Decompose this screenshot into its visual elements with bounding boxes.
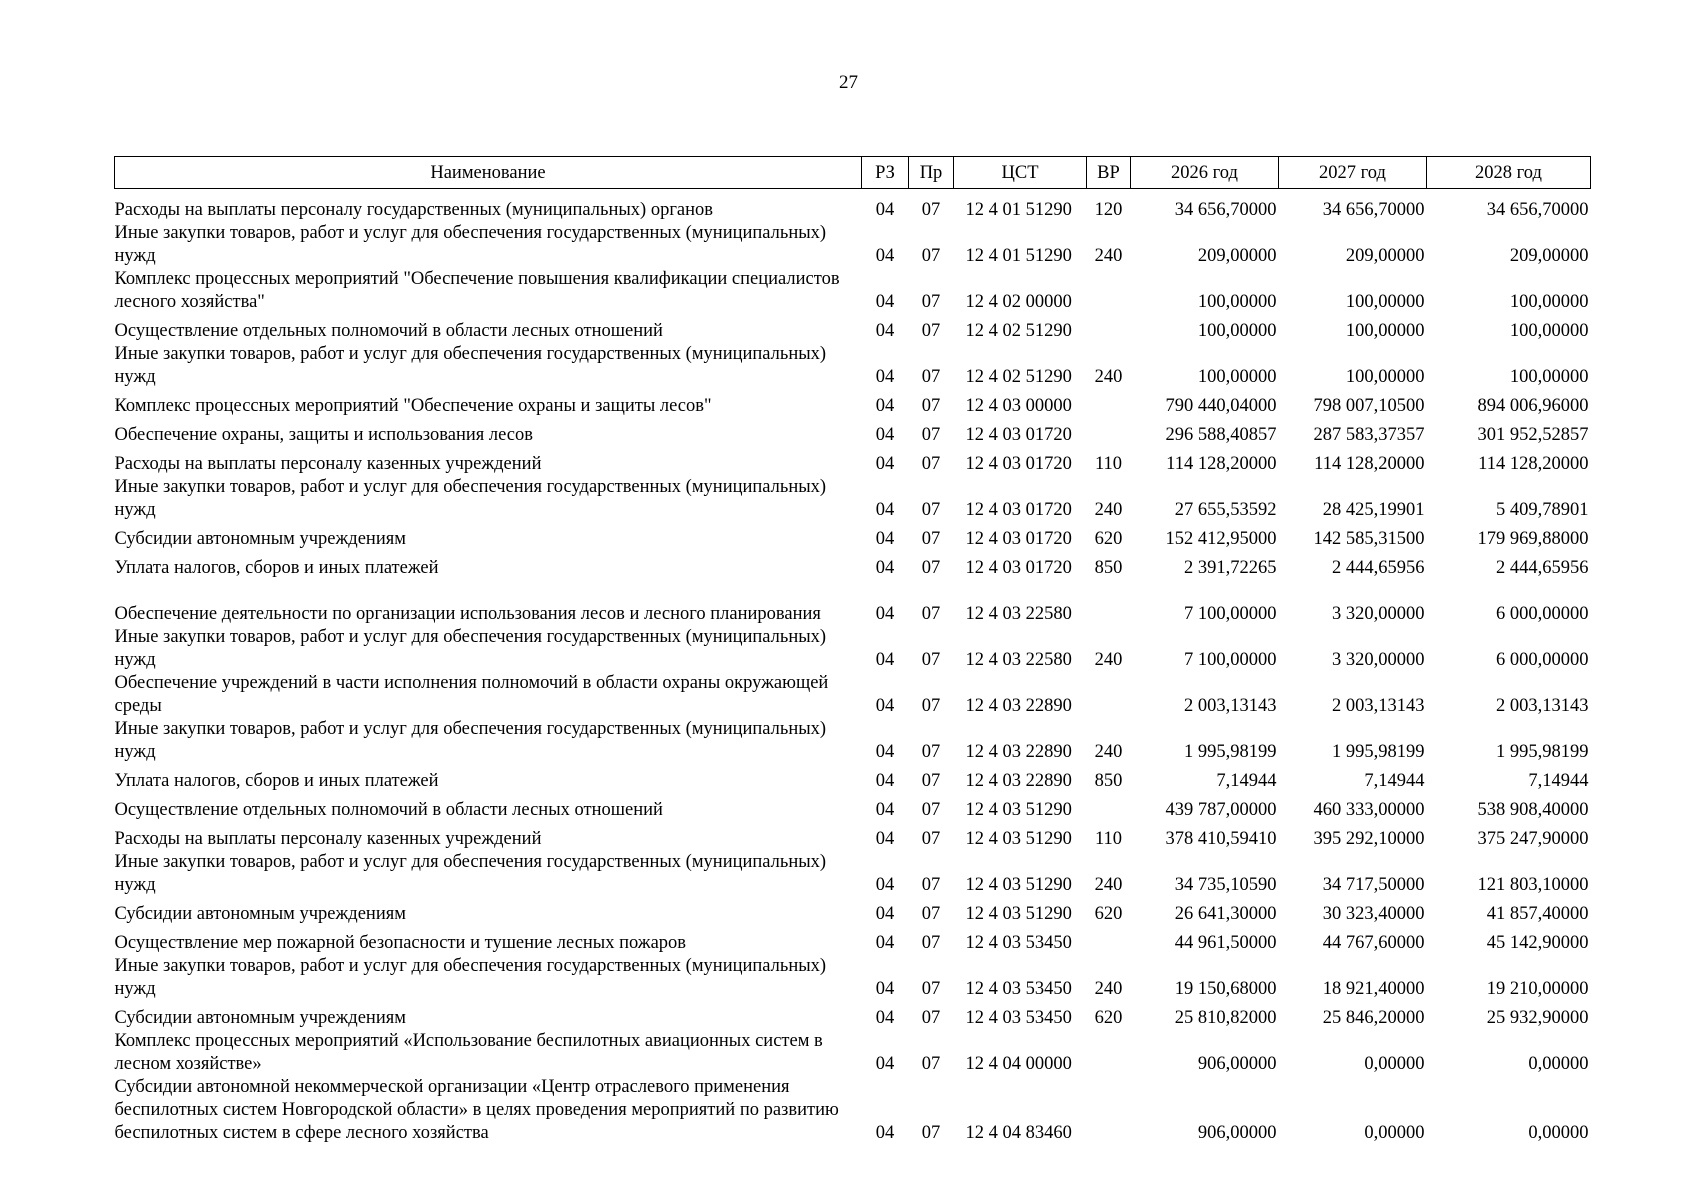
row-pr: 07: [921, 800, 941, 820]
row-name: Иные закупки товаров, работ и услуг для обеспечения государственных (муниципальных) нужд: [114, 852, 827, 895]
row-pr: 07: [921, 1123, 941, 1143]
row-rz: 04: [875, 454, 895, 474]
row-value-2028: 2 003,13143: [1496, 696, 1589, 716]
row-cst: 12 4 03 01720: [965, 454, 1072, 474]
table-row: [115, 551, 1591, 580]
row-value-2028: 894 006,96000: [1477, 396, 1589, 416]
row-rz: 04: [875, 1054, 895, 1074]
row-rz: 04: [875, 875, 895, 895]
row-value-2027: 287 583,37357: [1313, 425, 1425, 445]
row-name: Обеспечение охраны, защиты и использования лесов: [114, 425, 533, 445]
row-vr: 620: [1094, 1008, 1123, 1028]
row-pr: 07: [921, 425, 941, 445]
row-value-2027: 100,00000: [1345, 321, 1425, 341]
row-vr: [1087, 672, 1131, 718]
row-cst: 12 4 03 51290: [965, 904, 1072, 924]
row-vr: 240: [1094, 650, 1123, 670]
row-vr: [1087, 1030, 1131, 1076]
row-cst: 12 4 03 22580: [965, 604, 1072, 624]
row-name: Субсидии автономным учреждениям: [114, 529, 406, 549]
row-value-2026: 25 810,82000: [1174, 1008, 1277, 1028]
table-row: [115, 476, 1591, 522]
row-value-2028: 6 000,00000: [1496, 650, 1589, 670]
header-name: Наименование: [115, 157, 862, 189]
row-value-2026: 19 150,68000: [1174, 979, 1277, 999]
row-rz: 04: [875, 1123, 895, 1143]
row-rz: 04: [875, 604, 895, 624]
table-row: [115, 926, 1591, 955]
row-value-2027: 30 323,40000: [1322, 904, 1425, 924]
row-cst: 12 4 03 01720: [965, 558, 1072, 578]
header-vr: ВР: [1087, 157, 1131, 189]
row-vr: 110: [1094, 454, 1123, 474]
row-value-2027: 142 585,31500: [1313, 529, 1425, 549]
row-cst: 12 4 03 51290: [965, 875, 1072, 895]
table-row: [115, 343, 1591, 389]
row-value-2026: 100,00000: [1197, 292, 1277, 312]
table-row: [115, 189, 1591, 223]
row-rz: 04: [875, 650, 895, 670]
row-value-2026: 209,00000: [1197, 246, 1277, 266]
table-row: [115, 418, 1591, 447]
row-vr: 240: [1094, 742, 1123, 762]
row-vr: [1087, 268, 1131, 314]
row-rz: 04: [875, 425, 895, 445]
row-vr: 240: [1094, 875, 1123, 895]
row-name: Обеспечение деятельности по организации использования лесов и лесного планирования: [114, 604, 821, 624]
row-name: Субсидии автономной некоммерческой организации «Центр отраслевого применения беспилотных систем Новгородской области» в целях проведения мероприятий по развитию беспилотных систем в сфере лесного хозяйства: [114, 1077, 839, 1143]
row-value-2027: 34 656,70000: [1322, 200, 1425, 220]
row-cst: 12 4 03 22890: [965, 696, 1072, 716]
row-value-2026: 790 440,04000: [1165, 396, 1277, 416]
row-vr: 850: [1094, 558, 1123, 578]
row-vr: [1087, 389, 1131, 418]
row-value-2027: 44 767,60000: [1322, 933, 1425, 953]
row-pr: 07: [921, 742, 941, 762]
row-value-2028: 6 000,00000: [1496, 604, 1589, 624]
row-cst: 12 4 03 00000: [965, 396, 1072, 416]
row-value-2027: 34 717,50000: [1322, 875, 1425, 895]
row-vr: [1087, 926, 1131, 955]
row-value-2026: 2 391,72265: [1184, 558, 1277, 578]
row-name: Комплекс процессных мероприятий "Обеспечение повышения квалификации специалистов лесного хозяйства": [114, 269, 840, 312]
row-pr: 07: [921, 875, 941, 895]
row-pr: 07: [921, 1008, 941, 1028]
row-rz: 04: [875, 771, 895, 791]
row-vr: [1087, 418, 1131, 447]
row-value-2028: 114 128,20000: [1478, 454, 1589, 474]
row-value-2027: 28 425,19901: [1322, 500, 1425, 520]
row-value-2028: 7,14944: [1528, 771, 1589, 791]
row-rz: 04: [875, 904, 895, 924]
row-rz: 04: [875, 829, 895, 849]
table-row: [115, 1076, 1591, 1145]
row-name: Расходы на выплаты персоналу казенных учреждений: [114, 454, 542, 474]
row-name: Уплата налогов, сборов и иных платежей: [114, 771, 439, 791]
row-value-2027: 395 292,10000: [1313, 829, 1425, 849]
table-row: [115, 822, 1591, 851]
row-pr: 07: [921, 367, 941, 387]
row-value-2026: 34 656,70000: [1174, 200, 1277, 220]
row-name: Иные закупки товаров, работ и услуг для обеспечения государственных (муниципальных) нужд: [114, 344, 827, 387]
row-name: Расходы на выплаты персоналу казенных учреждений: [114, 829, 542, 849]
row-value-2028: 375 247,90000: [1477, 829, 1589, 849]
row-value-2026: 906,00000: [1197, 1123, 1277, 1143]
row-name: Расходы на выплаты персоналу государственных (муниципальных) органов: [114, 200, 714, 220]
row-cst: 12 4 03 51290: [965, 800, 1072, 820]
table-row: [115, 314, 1591, 343]
row-name: Уплата налогов, сборов и иных платежей: [114, 558, 439, 578]
row-name: Субсидии автономным учреждениям: [114, 1008, 406, 1028]
table-header: [115, 157, 1591, 189]
row-cst: 12 4 01 51290: [965, 200, 1072, 220]
row-value-2028: 2 444,65956: [1496, 558, 1589, 578]
table-row: [115, 268, 1591, 314]
row-value-2027: 0,00000: [1364, 1054, 1425, 1074]
row-value-2026: 296 588,40857: [1165, 425, 1277, 445]
row-cst: 12 4 03 53450: [965, 979, 1072, 999]
row-value-2027: 114 128,20000: [1314, 454, 1425, 474]
row-name: Обеспечение учреждений в части исполнения полномочий в области охраны окружающей среды: [114, 673, 829, 716]
row-pr: 07: [921, 246, 941, 266]
row-cst: 12 4 04 00000: [965, 1054, 1072, 1074]
table-row: [115, 718, 1591, 764]
row-value-2026: 378 410,59410: [1165, 829, 1277, 849]
header-cst: ЦСТ: [954, 157, 1087, 189]
row-value-2027: 18 921,40000: [1322, 979, 1425, 999]
row-value-2027: 2 003,13143: [1332, 696, 1425, 716]
row-name: Иные закупки товаров, работ и услуг для обеспечения государственных (муниципальных) нужд: [114, 719, 827, 762]
row-cst: 12 4 02 51290: [965, 321, 1072, 341]
row-name: Комплекс процессных мероприятий «Использование беспилотных авиационных систем в лесном хозяйстве»: [114, 1031, 823, 1074]
row-name: Иные закупки товаров, работ и услуг для обеспечения государственных (муниципальных) нужд: [114, 956, 827, 999]
row-vr: [1087, 793, 1131, 822]
table-row: [115, 580, 1591, 626]
row-name: Иные закупки товаров, работ и услуг для обеспечения государственных (муниципальных) нужд: [114, 477, 827, 520]
table-row: [115, 793, 1591, 822]
header-rz: РЗ: [862, 157, 909, 189]
row-value-2027: 209,00000: [1345, 246, 1425, 266]
row-value-2026: 27 655,53592: [1174, 500, 1277, 520]
row-pr: 07: [921, 1054, 941, 1074]
row-rz: 04: [875, 742, 895, 762]
row-rz: 04: [875, 500, 895, 520]
row-vr: [1087, 1076, 1131, 1145]
row-name: Иные закупки товаров, работ и услуг для обеспечения государственных (муниципальных) нужд: [114, 627, 827, 670]
row-vr: 110: [1094, 829, 1123, 849]
row-pr: 07: [921, 650, 941, 670]
header-2028: 2028 год: [1427, 157, 1591, 189]
row-name: Комплекс процессных мероприятий "Обеспечение охраны и защиты лесов": [114, 396, 712, 416]
table-row: [115, 626, 1591, 672]
table-row: [115, 522, 1591, 551]
row-pr: 07: [921, 933, 941, 953]
row-cst: 12 4 02 00000: [965, 292, 1072, 312]
row-pr: 07: [921, 529, 941, 549]
table-row: [115, 1001, 1591, 1030]
row-value-2028: 100,00000: [1509, 321, 1589, 341]
row-vr: 240: [1094, 500, 1123, 520]
row-value-2026: 7 100,00000: [1184, 604, 1277, 624]
row-rz: 04: [875, 396, 895, 416]
table-row: [115, 955, 1591, 1001]
row-cst: 12 4 03 53450: [965, 933, 1072, 953]
row-value-2027: 100,00000: [1345, 292, 1425, 312]
row-value-2028: 34 656,70000: [1486, 200, 1589, 220]
row-value-2026: 114 128,20000: [1166, 454, 1277, 474]
table-row: [115, 222, 1591, 268]
row-cst: 12 4 02 51290: [965, 367, 1072, 387]
row-value-2027: 100,00000: [1345, 367, 1425, 387]
row-cst: 12 4 03 01720: [965, 425, 1072, 445]
row-value-2026: 1 995,98199: [1184, 742, 1277, 762]
row-value-2028: 301 952,52857: [1477, 425, 1589, 445]
row-rz: 04: [875, 200, 895, 220]
row-cst: 12 4 03 51290: [965, 829, 1072, 849]
row-pr: 07: [921, 979, 941, 999]
row-vr: 240: [1094, 246, 1123, 266]
row-value-2026: 439 787,00000: [1165, 800, 1277, 820]
row-vr: 620: [1094, 529, 1123, 549]
row-cst: 12 4 03 53450: [965, 1008, 1072, 1028]
row-value-2028: 0,00000: [1528, 1054, 1589, 1074]
table-row: [115, 851, 1591, 897]
row-pr: 07: [921, 396, 941, 416]
header-2026: 2026 год: [1131, 157, 1279, 189]
row-value-2028: 45 142,90000: [1486, 933, 1589, 953]
row-value-2027: 25 846,20000: [1322, 1008, 1425, 1028]
row-name: Осуществление мер пожарной безопасности и тушение лесных пожаров: [114, 933, 687, 953]
row-value-2027: 1 995,98199: [1332, 742, 1425, 762]
row-value-2028: 5 409,78901: [1496, 500, 1589, 520]
table-row: [115, 1030, 1591, 1076]
row-cst: 12 4 04 83460: [965, 1123, 1072, 1143]
row-cst: 12 4 03 22580: [965, 650, 1072, 670]
row-pr: 07: [921, 321, 941, 341]
row-value-2026: 26 641,30000: [1174, 904, 1277, 924]
row-name: Иные закупки товаров, работ и услуг для обеспечения государственных (муниципальных) нужд: [114, 223, 827, 266]
row-cst: 12 4 03 01720: [965, 529, 1072, 549]
row-rz: 04: [875, 558, 895, 578]
row-rz: 04: [875, 1008, 895, 1028]
row-value-2026: 2 003,13143: [1184, 696, 1277, 716]
row-value-2027: 460 333,00000: [1313, 800, 1425, 820]
row-pr: 07: [921, 829, 941, 849]
row-pr: 07: [921, 696, 941, 716]
row-value-2028: 0,00000: [1528, 1123, 1589, 1143]
row-value-2026: 906,00000: [1197, 1054, 1277, 1074]
row-name: Осуществление отдельных полномочий в области лесных отношений: [114, 321, 663, 341]
row-vr: 240: [1094, 979, 1123, 999]
page-number: 27: [839, 72, 858, 93]
row-vr: 120: [1094, 200, 1123, 220]
row-pr: 07: [921, 500, 941, 520]
row-value-2028: 41 857,40000: [1486, 904, 1589, 924]
row-value-2028: 25 932,90000: [1486, 1008, 1589, 1028]
row-name: Осуществление отдельных полномочий в области лесных отношений: [114, 800, 663, 820]
row-value-2026: 100,00000: [1197, 367, 1277, 387]
row-rz: 04: [875, 529, 895, 549]
header-pr: Пр: [909, 157, 954, 189]
row-value-2027: 0,00000: [1364, 1123, 1425, 1143]
table-body: [115, 189, 1591, 1146]
row-value-2028: 209,00000: [1509, 246, 1589, 266]
row-pr: 07: [921, 454, 941, 474]
row-value-2028: 179 969,88000: [1477, 529, 1589, 549]
row-vr: [1087, 580, 1131, 626]
row-rz: 04: [875, 696, 895, 716]
table-row: [115, 672, 1591, 718]
row-value-2028: 19 210,00000: [1486, 979, 1589, 999]
row-pr: 07: [921, 904, 941, 924]
row-rz: 04: [875, 246, 895, 266]
row-value-2027: 3 320,00000: [1332, 604, 1425, 624]
row-pr: 07: [921, 604, 941, 624]
row-pr: 07: [921, 771, 941, 791]
table-row: [115, 897, 1591, 926]
row-value-2026: 7 100,00000: [1184, 650, 1277, 670]
table-row: [115, 447, 1591, 476]
table-row: [115, 764, 1591, 793]
row-rz: 04: [875, 321, 895, 341]
row-vr: 620: [1094, 904, 1123, 924]
row-value-2026: 152 412,95000: [1165, 529, 1277, 549]
row-rz: 04: [875, 367, 895, 387]
table-row: [115, 389, 1591, 418]
row-rz: 04: [875, 292, 895, 312]
row-value-2026: 7,14944: [1216, 771, 1277, 791]
row-name: Субсидии автономным учреждениям: [114, 904, 406, 924]
row-value-2026: 100,00000: [1197, 321, 1277, 341]
row-cst: 12 4 03 01720: [965, 500, 1072, 520]
row-value-2028: 100,00000: [1509, 292, 1589, 312]
row-vr: [1087, 314, 1131, 343]
row-cst: 12 4 03 22890: [965, 742, 1072, 762]
row-cst: 12 4 01 51290: [965, 246, 1072, 266]
row-rz: 04: [875, 933, 895, 953]
row-vr: 850: [1094, 771, 1123, 791]
row-value-2026: 34 735,10590: [1174, 875, 1277, 895]
row-value-2028: 538 908,40000: [1477, 800, 1589, 820]
row-value-2027: 2 444,65956: [1332, 558, 1425, 578]
header-2027: 2027 год: [1279, 157, 1427, 189]
row-rz: 04: [875, 979, 895, 999]
row-pr: 07: [921, 558, 941, 578]
row-value-2028: 121 803,10000: [1477, 875, 1589, 895]
row-pr: 07: [921, 200, 941, 220]
row-value-2028: 1 995,98199: [1496, 742, 1589, 762]
row-value-2026: 44 961,50000: [1174, 933, 1277, 953]
row-value-2027: 7,14944: [1364, 771, 1425, 791]
row-rz: 04: [875, 800, 895, 820]
row-value-2027: 798 007,10500: [1313, 396, 1425, 416]
row-vr: 240: [1094, 367, 1123, 387]
row-value-2028: 100,00000: [1509, 367, 1589, 387]
row-pr: 07: [921, 292, 941, 312]
row-cst: 12 4 03 22890: [965, 771, 1072, 791]
row-value-2027: 3 320,00000: [1332, 650, 1425, 670]
budget-table: [114, 156, 1591, 1145]
